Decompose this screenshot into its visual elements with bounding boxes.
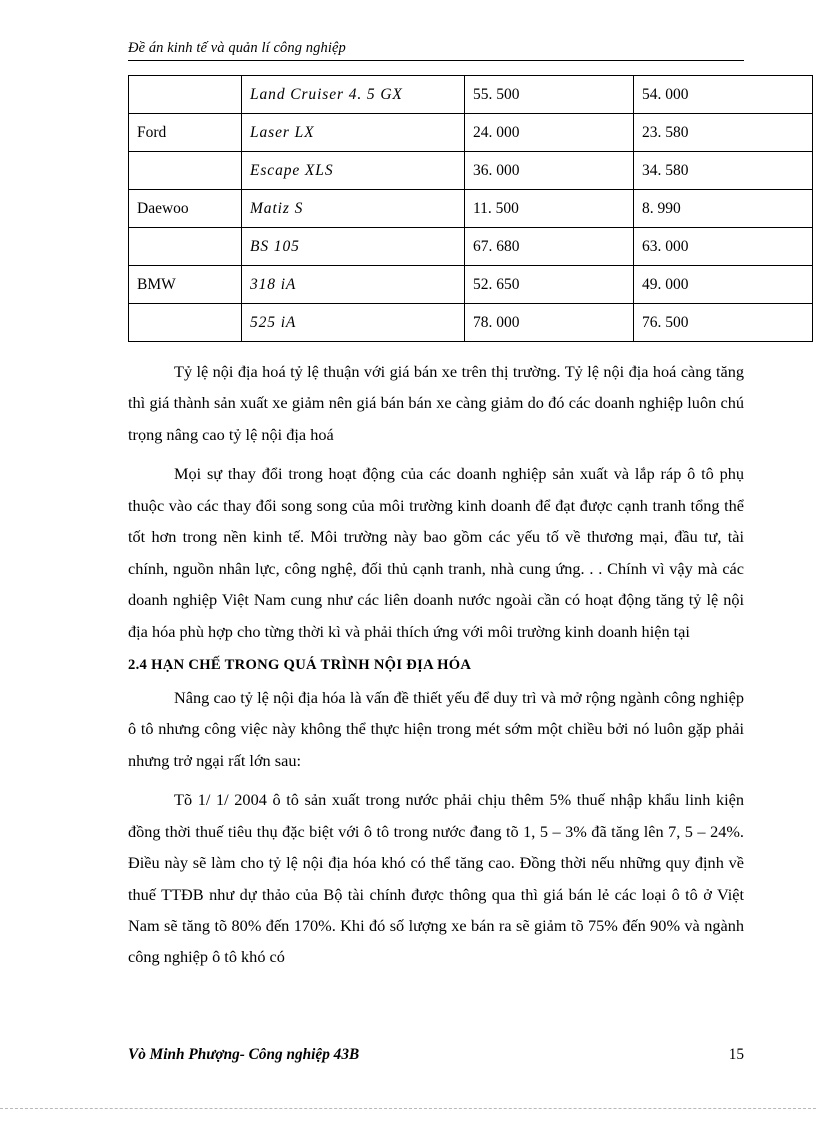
running-header: Đề án kinh tế và quản lí công nghiệp (128, 40, 346, 56)
page-number: 15 (728, 1046, 744, 1063)
cell-brand (129, 152, 242, 190)
cell-model: Land Cruiser 4. 5 GX (242, 76, 465, 114)
cell-model: BS 105 (242, 228, 465, 266)
paragraph-4-text: Tõ 1/ 1/ 2004 ô tô sản xuất trong nước phải chịu thêm 5% thuế nhập khẩu linh kiện đồng thời thuế tiêu thụ đặc biệt với ô tô trong nước đang tõ 1, 5 – 3% đã tăng lên 7, 5 – 24%. Điều này sẽ làm cho tỷ lệ nội địa hóa khó có thể tăng cao. Đồng thời nếu những quy định về thuế TTĐB như dự thảo của Bộ tài chính được thông qua thì giá bán lẻ các loại ô tô ở Việt Nam sẽ tăng tõ 80% đến 170%. Khi đó số lượng xe bán ra sẽ giảm tõ 75% đến 90% và ngành công nghiệp ô tô khó có (128, 790, 744, 967)
cell-brand: Ford (129, 114, 242, 152)
page-content (128, 40, 744, 973)
cell-brand: Daewoo (129, 190, 242, 228)
cell-value-2: 54. 000 (634, 76, 813, 114)
table-row (129, 190, 813, 228)
cell-value-2: 49. 000 (634, 266, 813, 304)
paragraph-3 (128, 682, 744, 776)
cell-value-1: 36. 000 (465, 152, 634, 190)
table-row (129, 228, 813, 266)
cell-model: Laser LX (242, 114, 465, 152)
cell-model: Escape XLS (242, 152, 465, 190)
header-divider (128, 60, 744, 61)
bottom-edge-divider (0, 1108, 816, 1109)
table-row (129, 304, 813, 342)
cell-value-1: 11. 500 (465, 190, 634, 228)
paragraph-4 (128, 784, 744, 973)
paragraph-2-text: Mọi sự thay đổi trong hoạt động của các doanh nghiệp sản xuất và lắp ráp ô tô phụ thuộc vào các thay đổi song song của môi trường kinh doanh để đạt được cạnh tranh tổng thể tốt hơn trong nền kinh tế. Môi trường này bao gồm các yếu tố về thương mại, đầu tư, tài chính, nguồn nhân lực, công nghệ, đối thủ cạnh tranh, nhà cung ứng. . . Chính vì vậy mà các doanh nghiệp Việt Nam cung như các liên doanh nước ngoài cần có hoạt động tăng tỷ lệ nội địa hóa phù hợp cho từng thời kì và phải thích ứng với môi trường kinh doanh hiện tại (128, 464, 744, 641)
cell-brand: BMW (129, 266, 242, 304)
cell-model: 318 iA (242, 266, 465, 304)
cell-value-2: 8. 990 (634, 190, 813, 228)
cell-value-2: 34. 580 (634, 152, 813, 190)
paragraph-1-text: Tỷ lệ nội địa hoá tỷ lệ thuận với giá bán xe trên thị trường. Tỷ lệ nội địa hoá càng tăng thì giá thành sản xuất xe giảm nên giá bán bán xe càng giảm do đó các doanh nghiệp luôn chú trọng nâng cao tỷ lệ nội địa hoá (128, 362, 744, 444)
cell-value-1: 52. 650 (465, 266, 634, 304)
table-body (129, 76, 813, 342)
section-heading-2-4: 2.4 HẠN CHẾ TRONG QUÁ TRÌNH NỘI ĐỊA HÓA (128, 656, 472, 673)
cell-value-1: 55. 500 (465, 76, 634, 114)
cell-brand (129, 228, 242, 266)
footer-row (128, 1046, 744, 1064)
cell-value-1: 24. 000 (465, 114, 634, 152)
cell-value-1: 67. 680 (465, 228, 634, 266)
page-footer (128, 1046, 744, 1064)
cell-model: 525 iA (242, 304, 465, 342)
cell-value-2: 76. 500 (634, 304, 813, 342)
table-row (129, 266, 813, 304)
table-row (129, 114, 813, 152)
paragraph-3-text: Nâng cao tỷ lệ nội địa hóa là vấn đề thiết yếu để duy trì và mở rộng ngành công nghiệp ô tô nhưng công việc này không thể thực hiện trong mét sớm một chiều bởi nó luôn gặp phải nhưng trở ngại rất lớn sau: (128, 687, 744, 770)
table-row (129, 76, 813, 114)
cell-value-2: 63. 000 (634, 228, 813, 266)
cell-value-2: 23. 580 (634, 114, 813, 152)
table-row (129, 152, 813, 190)
car-price-table (128, 75, 813, 342)
paragraph-2 (128, 458, 744, 647)
cell-model: Matiz S (242, 190, 465, 228)
cell-value-1: 78. 000 (465, 304, 634, 342)
paragraph-1 (128, 356, 744, 450)
footer-author: Vò Minh Phượng- Công nghiệp 43B (128, 1046, 360, 1063)
cell-brand (129, 76, 242, 114)
cell-brand (129, 304, 242, 342)
